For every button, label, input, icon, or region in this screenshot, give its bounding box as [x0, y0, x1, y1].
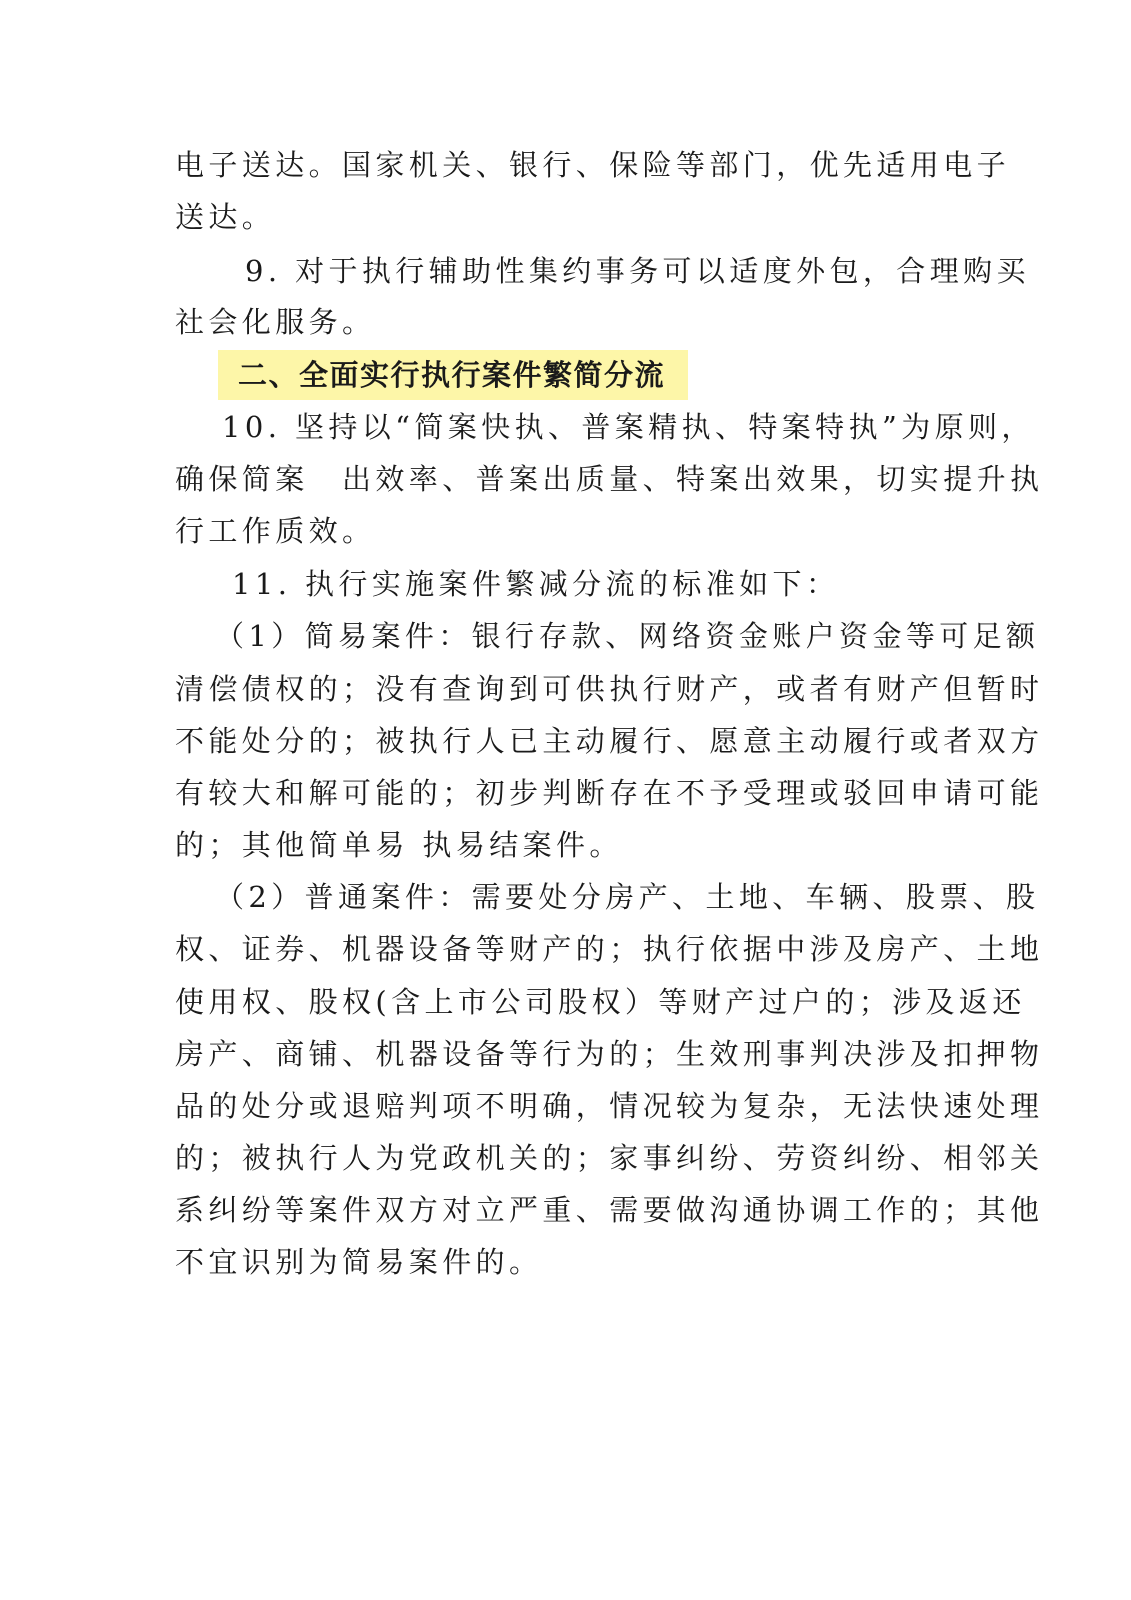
paragraph-line: 送达。	[175, 200, 276, 234]
paragraph-line: 品的处分或退赔判项不明确，情况较为复杂，无法快速处理	[175, 1089, 1044, 1123]
paragraph-line: 不宜识别为简易案件的。	[175, 1245, 543, 1279]
paragraph-line: 行工作质效。	[175, 514, 376, 548]
paragraph-line: 清偿债权的；没有查询到可供执行财产，或者有财产但暂时	[175, 672, 1044, 706]
paragraph-line: 有较大和解可能的；初步判断存在不予受理或驳回申请可能	[175, 776, 1044, 810]
paragraph-line: 确保简案 出效率、普案出质量、特案出效果，切实提升执	[175, 462, 1044, 496]
paragraph-item-10: 10. 坚持以“简案快执、普案精执、特案特执”为原则，	[222, 410, 1035, 444]
paragraph-line: 社会化服务。	[175, 305, 376, 339]
section-heading-text: 二、全面实行执行案件繁简分流	[238, 358, 666, 392]
paragraph-item-simple-cases: （1）简易案件：银行存款、网络资金账户资金等可足额	[215, 619, 1040, 653]
paragraph-line: 权、证券、机器设备等财产的；执行依据中涉及房产、土地	[175, 932, 1044, 966]
paragraph-line: 系纠纷等案件双方对立严重、需要做沟通协调工作的；其他	[175, 1193, 1044, 1227]
paragraph-line: 的；其他简单易 执易结案件。	[175, 828, 623, 862]
paragraph-item-11: 11. 执行实施案件繁减分流的标准如下：	[232, 567, 840, 601]
paragraph-line: 使用权、股权(含上市公司股权）等财产过户的；涉及返还	[175, 985, 1026, 1019]
paragraph-line: 电子送达。国家机关、银行、保险等部门，优先适用电子	[175, 148, 1011, 182]
paragraph-item-ordinary-cases: （2）普通案件：需要处分房产、土地、车辆、股票、股	[215, 880, 1040, 914]
paragraph-line: 的；被执行人为党政机关的；家事纠纷、劳资纠纷、相邻关	[175, 1141, 1044, 1175]
paragraph-line: 不能处分的；被执行人已主动履行、愿意主动履行或者双方	[175, 724, 1044, 758]
paragraph-item-9: 9. 对于执行辅助性集约事务可以适度外包，合理购买	[245, 254, 1030, 288]
paragraph-line: 房产、商铺、机器设备等行为的；生效刑事判决涉及扣押物	[175, 1037, 1044, 1071]
section-heading	[218, 350, 688, 400]
